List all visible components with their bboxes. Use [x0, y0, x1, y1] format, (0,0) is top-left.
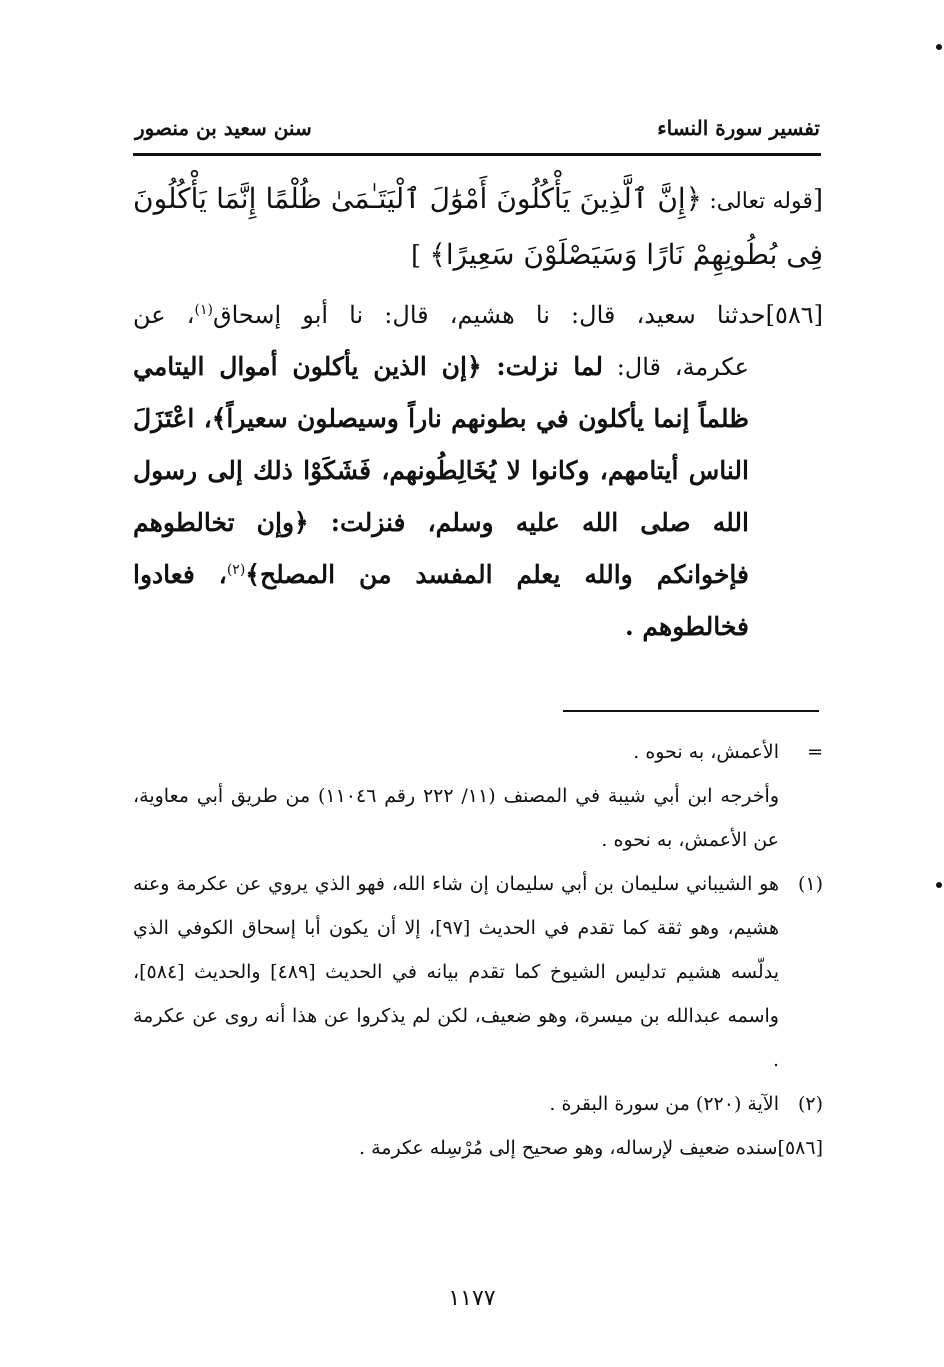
header-rule [133, 153, 821, 156]
continuation-marker: = [807, 741, 823, 763]
hadith-block [133, 290, 823, 653]
hadith-matn-end: ، فعادوا فخالطوهم . [133, 560, 749, 641]
hadith-number: [٥٨٦] [765, 301, 823, 329]
scan-dot [936, 882, 942, 888]
quran-verse: ﴿إِنَّ ٱلَّذِينَ يَأْكُلُونَ أَمْوَٰلَ ٱلْيَتَـٰمَىٰ ظُلْمًا إِنَّمَا يَأْكُلُونَ فِى بُطُونِهِمْ نَارًا وَسَيَصْلَوْنَ سَعِيرًا﴾ [133, 182, 823, 271]
footnote-1-number: (١) [797, 873, 823, 895]
close-bracket: ] [411, 241, 430, 271]
footnote-continuation [133, 730, 823, 774]
footnote-2 [133, 1082, 823, 1126]
hadith-body [133, 341, 823, 653]
footnote-1 [133, 862, 823, 1082]
hadith-grade-text: [٥٨٦]سنده ضعيف لإرساله، وهو صحيح إلى مُرْسِله عكرمة . [359, 1137, 823, 1159]
hadith-isnad-end: ، عن [133, 301, 195, 329]
scan-dot [936, 44, 942, 50]
header-chapter-title: تفسير سورة النساء [657, 116, 820, 140]
hadith-lead-line [133, 290, 823, 341]
verse-intro: قوله تعالى: [702, 189, 813, 214]
footnote-continuation [133, 774, 823, 862]
running-header [135, 108, 820, 148]
hadith-grade [133, 1126, 823, 1170]
hadith-matn: لما نزلت: ﴿إن الذين يأكلون أموال اليتامي ظلماً إنما يأكلون في بطونهم ناراً وسيصلون سعيراً﴾، اعْتَزَلَ الناس أيتامهم، وكانوا لا يُخَالِطُونهم، فَشَكَوْا ذلك إلى رسول الله صلى الله عليه وسلم، فنزلت: ﴿وإن تخالطوهم فإخوانكم والله يعلم المفسد من المصلح﴾ [133, 352, 749, 589]
page-number: ١١٧٧ [448, 1286, 496, 1311]
continuation-line: وأخرجه ابن أبي شيبة في المصنف (١١/ ٢٢٢ رقم ١١٠٤٦) من طريق أبي معاوية، عن الأعمش، به نحوه . [133, 785, 779, 851]
footnote-1-text: هو الشيباني سليمان بن أبي سليمان إن شاء الله، فهو الذي يروي عن عكرمة وعنه هشيم، وهو ثقة كما تقدم في الحديث [٩٧]، إلا أن يكون أبا إسحاق الكوفي الذي يدلّسه هشيم تدليس الشيوخ كما تقدم بيانه في الحديث [٤٨٩] والحديث [٥٨٤]، واسمه عبدالله بن ميسرة، وهو ضعيف، لكن لم يذكروا عن هذا أنه روى عن عكرمة . [133, 873, 779, 1071]
verse-heading [133, 172, 823, 283]
footnotes [133, 730, 823, 1170]
header-book-title: سنن سعيد بن منصور [135, 116, 312, 140]
footnote-ref-1[interactable]: (١) [194, 302, 213, 318]
footnote-ref-2[interactable]: (٢) [226, 562, 246, 578]
open-bracket: [ [812, 185, 823, 215]
footnote-2-text: الآية (٢٢٠) من سورة البقرة . [549, 1093, 779, 1115]
continuation-line: الأعمش، به نحوه . [633, 741, 779, 763]
hadith-isnad: حدثنا سعيد، قال: نا هشيم، قال: نا أبو إسحاق [212, 301, 766, 329]
footnote-rule [563, 710, 819, 712]
footnote-2-number: (٢) [797, 1093, 823, 1115]
hadith-plain-text: عكرمة، قال: [603, 353, 749, 381]
